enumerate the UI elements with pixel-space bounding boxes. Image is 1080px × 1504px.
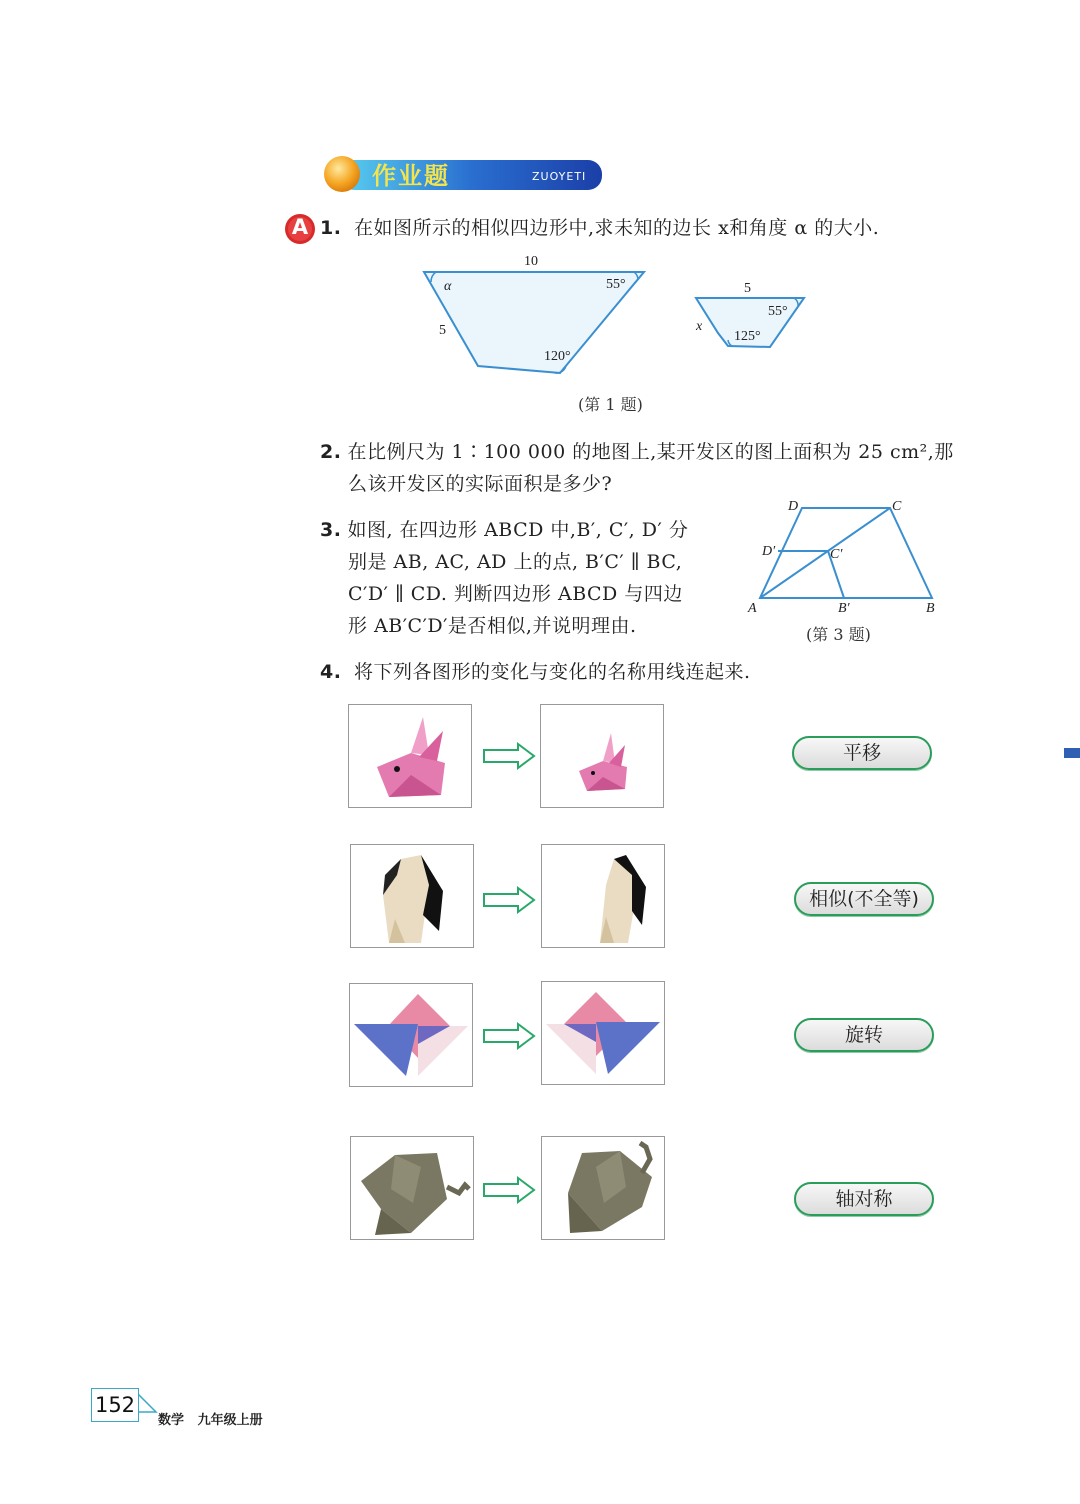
label-b-prime: B′ — [838, 601, 850, 616]
question-text: 在如图所示的相似四边形中,求未知的边长 x和角度 α 的大小. — [354, 217, 880, 239]
small-125-label: 125° — [734, 329, 761, 344]
pink-rabbit-icon — [349, 705, 471, 807]
arrow-right-icon — [482, 886, 536, 914]
page-number-box — [91, 1388, 139, 1422]
question-number: 3. — [320, 519, 342, 541]
section-banner — [320, 154, 605, 194]
option-reflection[interactable]: 轴对称 — [794, 1182, 934, 1216]
question-1 — [320, 212, 879, 244]
figure-3-caption: (第 3 题) — [806, 625, 871, 644]
question-3 — [320, 514, 740, 642]
arrow-right-icon — [482, 1176, 536, 1204]
arrow-right-icon — [482, 1022, 536, 1050]
big-top-label: 10 — [524, 254, 538, 269]
label-a: A — [748, 601, 757, 616]
banner-title: 作业题 — [372, 162, 450, 190]
penguin-photo-transformed — [541, 844, 665, 948]
arrow-right-icon — [482, 742, 536, 770]
elephant-icon — [351, 1137, 475, 1243]
option-rotation[interactable]: 旋转 — [794, 1018, 934, 1052]
small-55-label: 55° — [768, 304, 788, 319]
big-alpha-label: α — [444, 279, 452, 294]
option-translation[interactable]: 平移 — [792, 736, 932, 770]
diagonal-ac — [760, 508, 890, 598]
question-4 — [320, 656, 751, 688]
small-pink-rabbit-icon — [541, 705, 663, 807]
quadrilateral-abcd-figure — [744, 496, 944, 616]
goldfish-photo-original — [349, 983, 473, 1087]
penguin-icon — [542, 845, 664, 947]
penguin-icon — [351, 845, 473, 947]
small-top-label: 5 — [744, 281, 751, 296]
page-number-pointer-icon — [138, 1394, 160, 1422]
penguin-photo-original — [350, 844, 474, 948]
question-3-line-4: 形 AB′C′D′是否相似,并说明理由. — [348, 615, 637, 637]
question-2 — [320, 436, 960, 500]
elephant-photo-transformed — [541, 1136, 665, 1240]
page-number: 152 — [94, 1393, 136, 1417]
question-2-line-2: 么该开发区的实际面积是多少? — [348, 473, 613, 495]
question-3-line-1: 如图, 在四边形 ABCD 中,B′, C′, D′ 分 — [347, 519, 689, 541]
similar-quadrilaterals-figure — [410, 248, 830, 378]
question-3-line-2: 别是 AB, AC, AD 上的点, B′C′ ∥ BC, — [348, 551, 683, 573]
small-x-label: x — [696, 319, 703, 334]
label-c: C — [892, 499, 902, 514]
goldfish-photo-transformed — [541, 981, 665, 1085]
question-3-line-3: C′D′ ∥ CD. 判断四边形 ABCD 与四边 — [348, 583, 683, 605]
elephant-icon — [542, 1137, 666, 1243]
goldfish-icon — [350, 984, 472, 1088]
rabbit-photo-transformed — [540, 704, 664, 808]
label-d-prime: D′ — [762, 544, 776, 559]
level-a-badge — [284, 213, 316, 245]
question-2-line-1: 在比例尺为 1∶100 000 的地图上,某开发区的图上面积为 25 cm²,那 — [347, 441, 954, 463]
level-a-letter: A — [291, 215, 309, 239]
orange-orb-icon — [324, 156, 360, 192]
big-left-label: 5 — [439, 323, 446, 338]
rabbit-photo-original — [348, 704, 472, 808]
option-similarity[interactable]: 相似(不全等) — [794, 882, 934, 916]
book-title: 数学 九年级上册 — [158, 1413, 263, 1428]
big-55-label: 55° — [606, 277, 626, 292]
goldfish-icon — [542, 982, 664, 1086]
question-number: 1. — [320, 217, 342, 239]
label-c-prime: C′ — [830, 547, 843, 562]
banner-subtitle: ZUOYETI — [532, 170, 587, 183]
question-number: 4. — [320, 661, 342, 683]
page-edge-tab — [1064, 748, 1080, 758]
elephant-photo-original — [350, 1136, 474, 1240]
label-b: B — [926, 601, 935, 616]
figure-1-caption: (第 1 题) — [578, 395, 643, 414]
quadrilateral-abcd — [760, 508, 932, 598]
question-text: 将下列各图形的变化与变化的名称用线连起来. — [354, 661, 751, 683]
question-number: 2. — [320, 441, 342, 463]
label-d: D — [788, 499, 799, 514]
big-120-label: 120° — [544, 349, 571, 364]
